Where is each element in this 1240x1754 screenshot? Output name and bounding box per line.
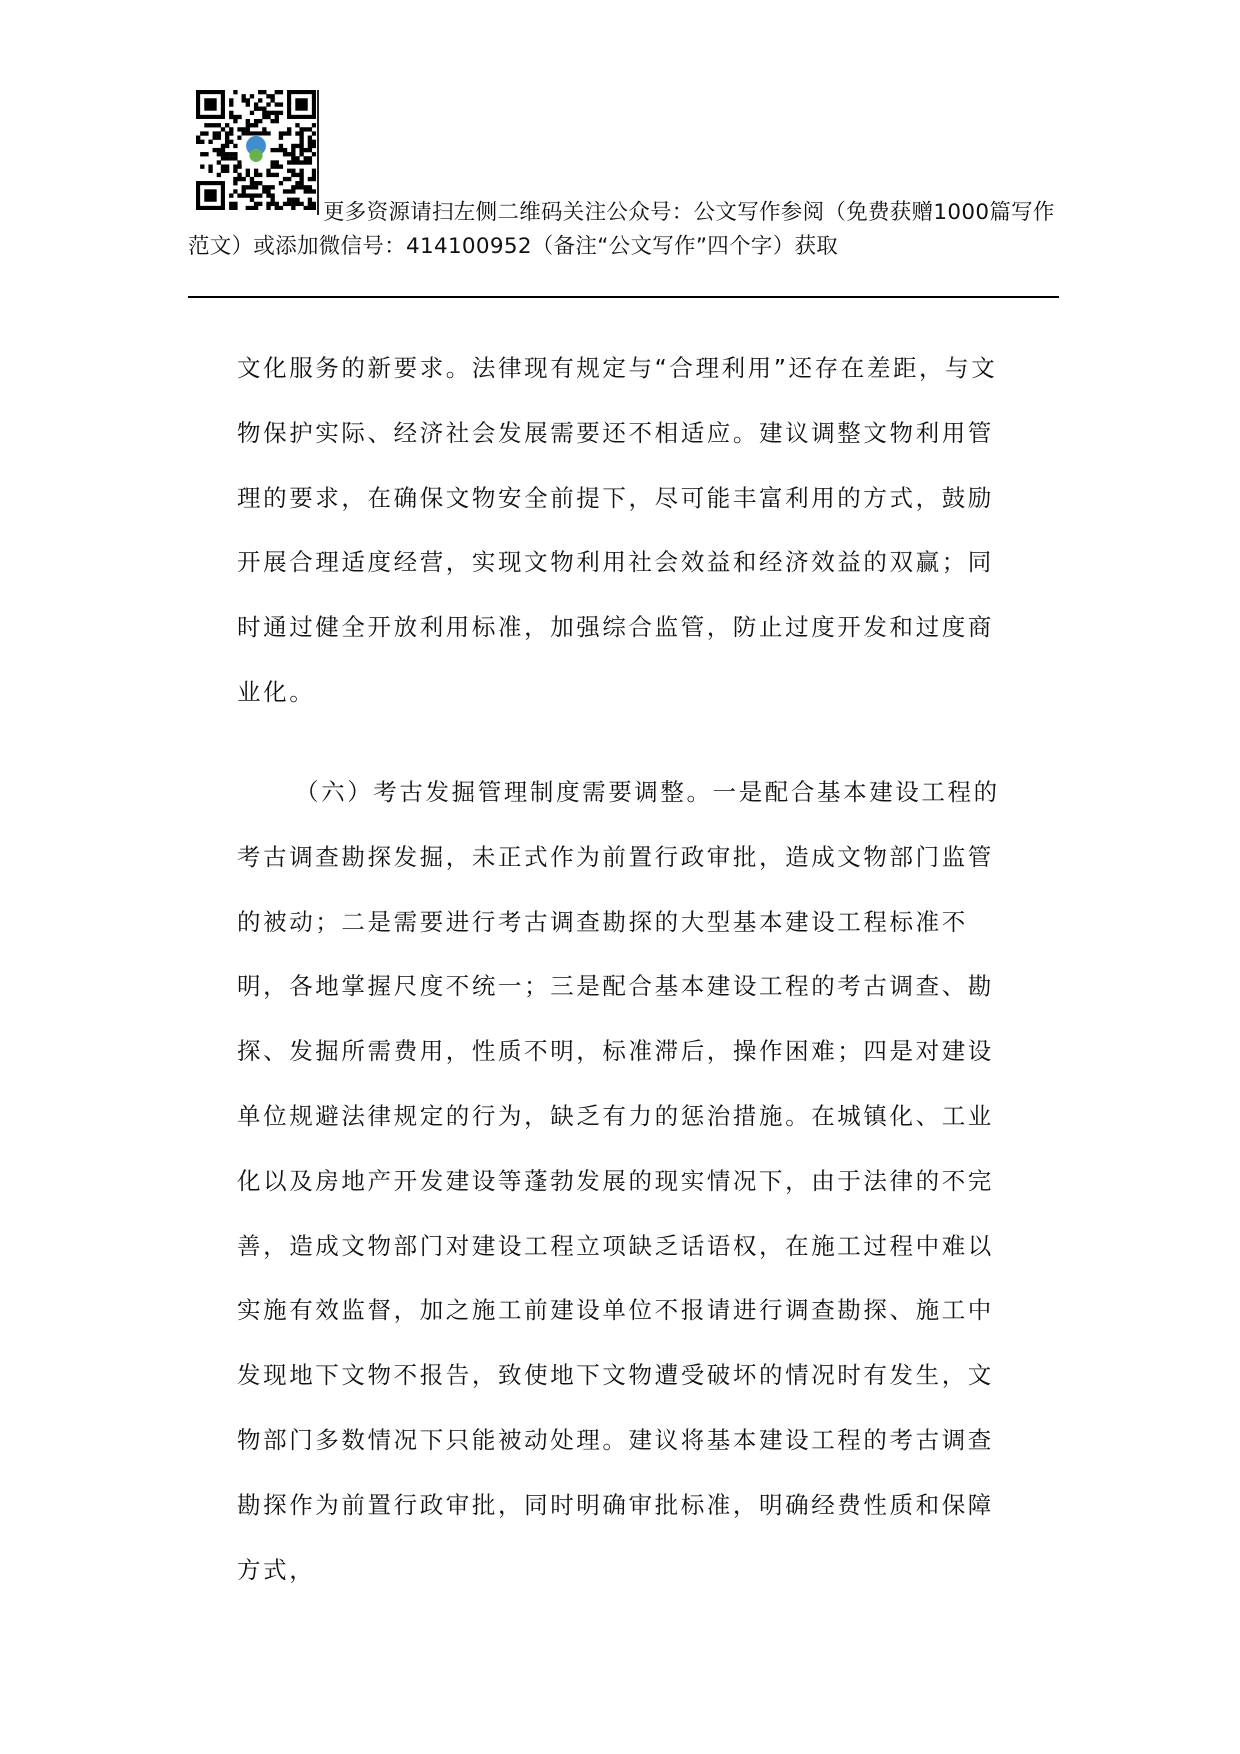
qr-code-image — [196, 90, 316, 210]
qr-code-graphic — [196, 90, 316, 210]
body-paragraph-2: （六）考古发掘管理制度需要调整。一是配合基本建设工程的考古调查勘探发掘，未正式作为前置行政审批，造成文物部门监管的被动；二是需要进行考古调查勘探的大型基本建设工程标准不明，各地掌握尺度不统一；三是配合基本建设工程的考古调查、勘探、发掘所需费用，性质不明，标准滞后，操作困难；四是对建设单位规避法律规定的行为，缺乏有力的惩治措施。在城镇化、工业化以及房地产开发建设等蓬勃发展的现实情况下，由于法律的不完善，造成文物部门对建设工程立项缺乏话语权，在施工过程中难以实施有效监督，加之施工前建设单位不报请进行调查勘探、施工中发现地下文物不报告，致使地下文物遭受破坏的情况时有发生，文物部门多数情况下只能被动处理。建议将基本建设工程的考古调查勘探作为前置行政审批，同时明确审批标准，明确经费性质和保障方式， — [237, 778, 1000, 1584]
header-rule — [188, 296, 1059, 298]
body-paragraph-1: 文化服务的新要求。法律现有规定与“合理利用”还存在差距，与文物保护实际、经济社会发展需要还不相适应。建议调整文物利用管理的要求，在确保文物安全前提下，尽可能丰富利用的方式，鼓励开展合理适度经营，实现文物利用社会效益和经济效益的双赢；同时通过健全开放利用标准，加强综合监管，防止过度开发和过度商业化。 — [237, 354, 998, 706]
promo-text: 更多资源请扫左侧二维码关注公众号：公文写作参阅（免费获赠1000篇写作范文）或添加微信号：414100952（备注“公文写作”四个字）获取 — [188, 200, 1055, 259]
page-header — [188, 90, 1058, 300]
